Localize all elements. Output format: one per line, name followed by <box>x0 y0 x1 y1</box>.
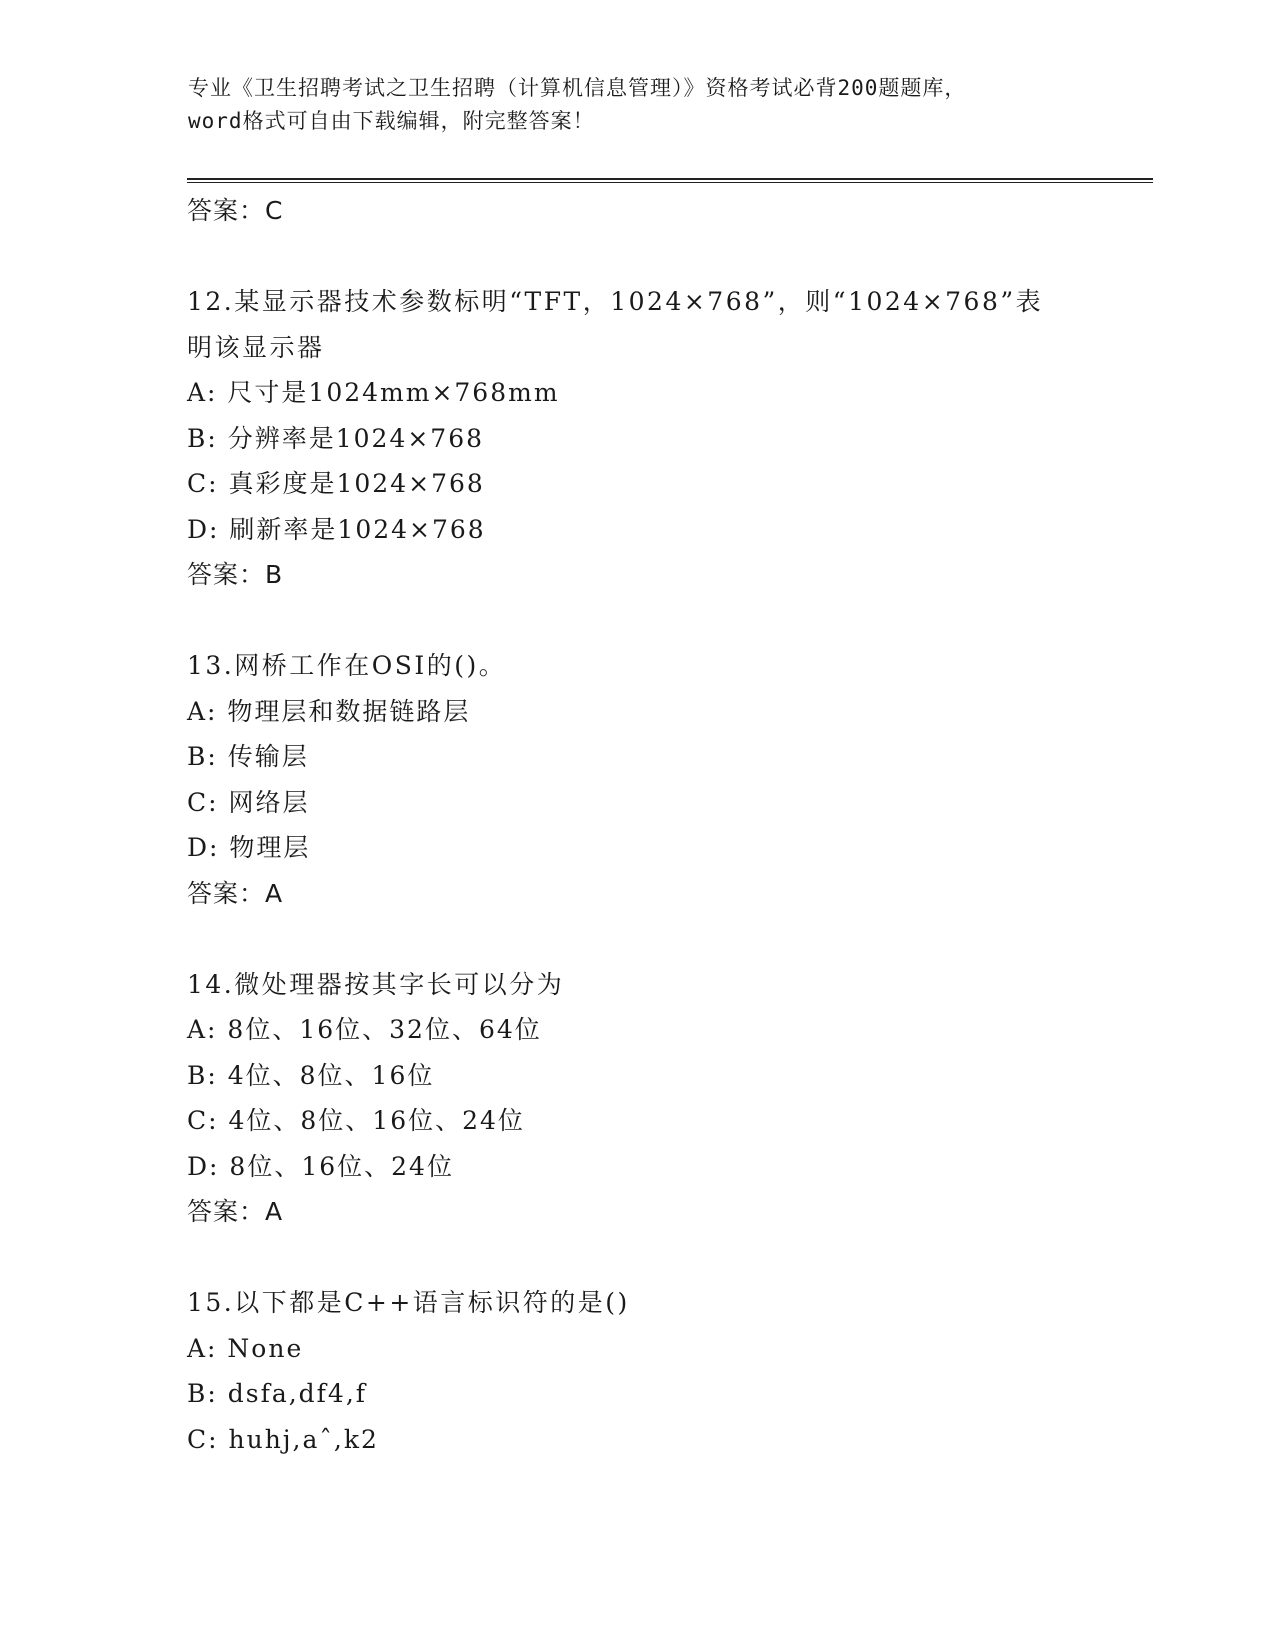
document-body <box>187 188 1087 1462</box>
question-stem: 14.微处理器按其字长可以分为 <box>187 969 565 999</box>
question-14 <box>187 962 1087 1235</box>
spacer <box>187 916 1087 962</box>
option-c: C: 网络层 <box>187 787 310 817</box>
answer: 答案：A <box>187 878 284 908</box>
option-a: A: 物理层和数据链路层 <box>187 696 471 726</box>
spacer <box>187 598 1087 644</box>
previous-answer: 答案：C <box>187 196 284 225</box>
question-stem: 12.某显示器技术参数标明“TFT，1024×768”，则“1024×768”表 <box>187 287 1044 316</box>
option-c: C: 真彩度是1024×768 <box>187 469 485 498</box>
question-15 <box>187 1280 1087 1462</box>
answer: 答案：A <box>187 1197 284 1226</box>
option-b: B: dsfa,df4,f <box>187 1379 368 1408</box>
header-rule-thin <box>187 182 1153 183</box>
header-rule-thick <box>187 178 1153 180</box>
option-a: A: 8位、16位、32位、64位 <box>187 1015 542 1044</box>
question-stem: 15.以下都是C++语言标识符的是() <box>187 1288 630 1317</box>
header-line-1: 专业《卫生招聘考试之卫生招聘（计算机信息管理）》资格考试必背200题题库， <box>188 76 967 100</box>
option-b: B: 传输层 <box>187 742 309 771</box>
question-12 <box>187 279 1087 598</box>
spacer <box>187 234 1087 280</box>
question-stem: 13.网桥工作在OSI的()。 <box>187 651 507 680</box>
question-13 <box>187 643 1087 916</box>
option-d: D: 8位、16位、24位 <box>187 1151 454 1181</box>
option-d: D: 物理层 <box>187 833 311 862</box>
answer: 答案：B <box>187 560 284 589</box>
option-a: A: None <box>187 1333 304 1363</box>
header-line-2: word格式可自由下载编辑，附完整答案！ <box>188 109 595 133</box>
document-header <box>188 72 1068 138</box>
option-b: B: 4位、8位、16位 <box>187 1060 435 1090</box>
option-a: A: 尺寸是1024mm×768mm <box>187 378 560 407</box>
option-d: D: 刷新率是1024×768 <box>187 514 486 544</box>
question-stem: 明该显示器 <box>187 332 325 362</box>
spacer <box>187 1235 1087 1281</box>
option-b: B: 分辨率是1024×768 <box>187 423 485 453</box>
option-c: C: huhj,aˆ,k2 <box>187 1424 379 1454</box>
option-c: C: 4位、8位、16位、24位 <box>187 1106 525 1135</box>
